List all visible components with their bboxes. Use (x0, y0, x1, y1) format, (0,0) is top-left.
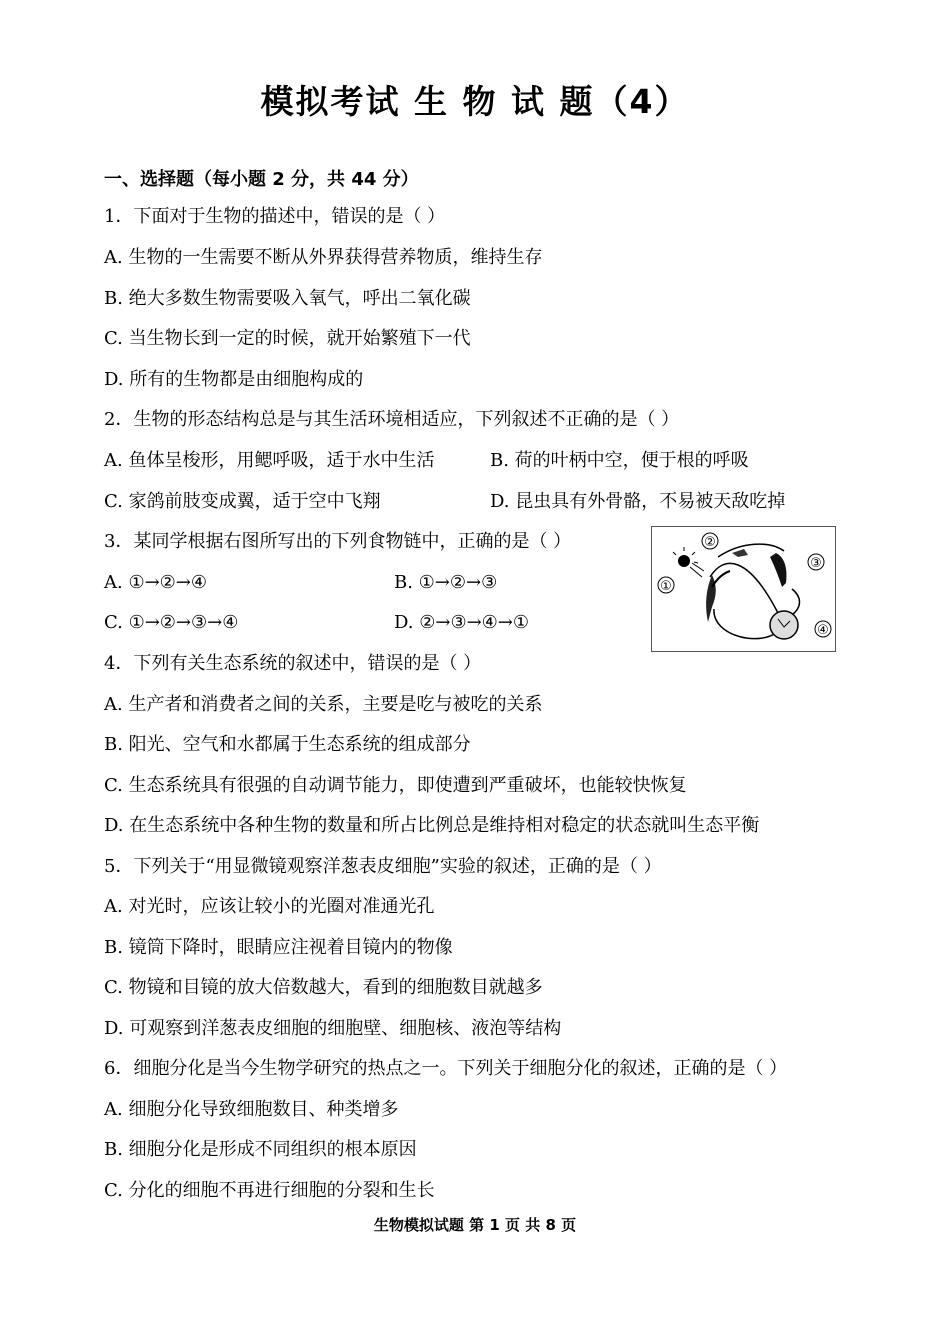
food-chain-figure (651, 526, 836, 652)
q4-option-d: D. 在生态系统中各种生物的数量和所占比例总是维持相对稳定的状态就叫生态平衡 (104, 815, 760, 836)
q6-option-b: B. 细胞分化是形成不同组织的根本原因 (104, 1139, 417, 1160)
figure-label-1: ① (660, 579, 672, 594)
q1-option-a: A. 生物的一生需要不断从外界获得营养物质，维持生存 (104, 247, 543, 268)
question-4: 4．下列有关生态系统的叙述中，错误的是（ ） (104, 653, 482, 674)
q1-option-c: C. 当生物长到一定的时候，就开始繁殖下一代 (104, 328, 471, 349)
figure-label-4: ④ (817, 623, 829, 638)
section-heading: 一、选择题（每小题 2 分，共 44 分） (104, 169, 419, 190)
q1-option-b: B. 绝大多数生物需要吸入氧气，呼出二氧化碳 (104, 288, 471, 309)
q3-option-b: B. ①→②→③ (394, 572, 498, 593)
food-chain-diagram (652, 527, 835, 651)
q2-option-c: C. 家鸽前肢变成翼，适于空中飞翔 (104, 491, 381, 512)
q5-option-a: A. 对光时，应该让较小的光圈对准通光孔 (104, 896, 435, 917)
q3-option-d: D. ②→③→④→① (394, 612, 530, 633)
insect-icon (732, 549, 748, 557)
q2-option-d: D. 昆虫具有外骨骼，不易被天敌吃掉 (490, 491, 786, 512)
q2-option-b: B. 荷的叶柄中空，便于根的呼吸 (490, 450, 749, 471)
page-title: 模拟考试 生 物 试 题（4） (260, 82, 690, 121)
q3-option-c: C. ①→②→③→④ (104, 612, 239, 633)
question-5: 5．下列关于“用显微镜观察洋葱表皮细胞”实验的叙述，正确的是（ ） (104, 856, 662, 877)
question-6: 6．细胞分化是当今生物学研究的热点之一。下列关于细胞分化的叙述，正确的是（ ） (104, 1058, 788, 1079)
q5-option-b: B. 镜筒下降时，眼睛应注视着目镜内的物像 (104, 937, 453, 958)
q6-option-a: A. 细胞分化导致细胞数目、种类增多 (104, 1099, 399, 1120)
question-3: 3．某同学根据右图所写出的下列食物链中，正确的是（ ） (104, 531, 572, 552)
bird-icon (770, 553, 787, 587)
q5-option-c: C. 物镜和目镜的放大倍数越大，看到的细胞数目就越多 (104, 977, 543, 998)
q4-option-b: B. 阳光、空气和水都属于生态系统的组成部分 (104, 734, 471, 755)
figure-label-3: ③ (810, 556, 822, 571)
q4-option-c: C. 生态系统具有很强的自动调节能力，即使遭到严重破坏，也能较快恢复 (104, 775, 687, 796)
figure-label-2: ② (704, 535, 716, 550)
sun-icon (678, 555, 690, 567)
q6-option-c: C. 分化的细胞不再进行细胞的分裂和生长 (104, 1180, 435, 1201)
q2-option-a: A. 鱼体呈梭形，用鳃呼吸，适于水中生活 (104, 450, 435, 471)
q5-option-d: D. 可观察到洋葱表皮细胞的细胞壁、细胞核、液泡等结构 (104, 1018, 562, 1039)
decomposer-icon (770, 611, 798, 639)
question-1: 1．下面对于生物的描述中，错误的是（ ） (104, 206, 446, 227)
q4-option-a: A. 生产者和消费者之间的关系，主要是吃与被吃的关系 (104, 694, 543, 715)
page-footer: 生物模拟试题 第 1 页 共 8 页 (373, 1216, 577, 1234)
question-2: 2．生物的形态结构总是与其生活环境相适应，下列叙述不正确的是（ ） (104, 409, 680, 430)
q3-option-a: A. ①→②→④ (104, 572, 208, 593)
q1-option-d: D. 所有的生物都是由细胞构成的 (104, 369, 364, 390)
